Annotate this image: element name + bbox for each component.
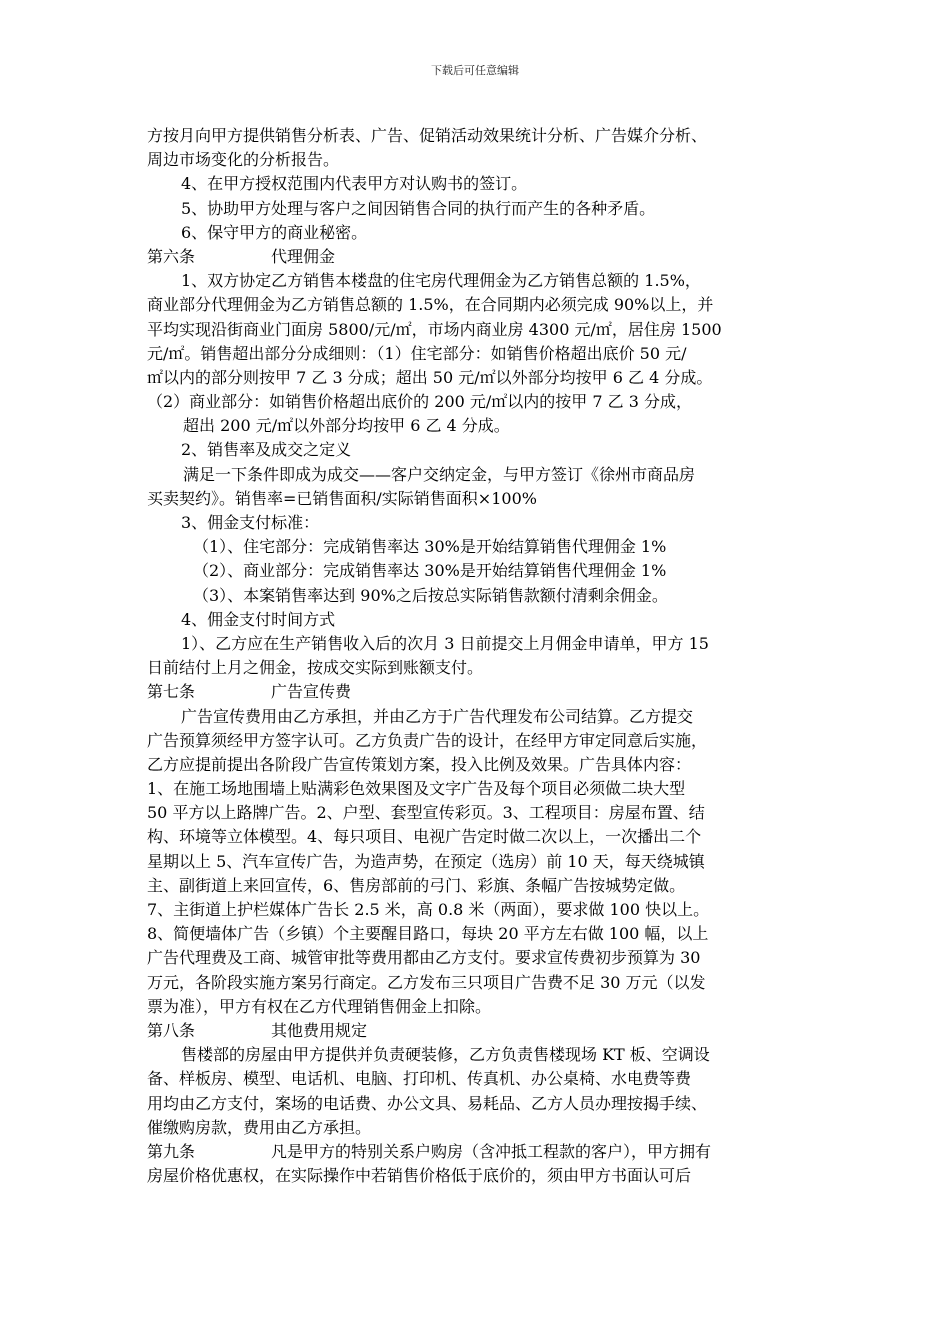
text-line: 6、保守甲方的商业秘密。 (181, 222, 368, 242)
text-line: 8、简便墙体广告（乡镇）个主要醒目路口，每块 20 平方左右做 100 幅，以上 (147, 924, 709, 944)
text-line: 3、佣金支付标准： (181, 513, 320, 532)
article-number: 第六条 (147, 246, 196, 266)
text-line: 满足一下条件即成为成交——客户交纳定金，与甲方签订《徐州市商品房 (183, 464, 696, 484)
text-line: 超出 200 元/㎡以外部分均按甲 6 乙 4 分成。 (183, 416, 510, 436)
text-line: 广告预算须经甲方签字认可。乙方负责广告的设计，在经甲方审定同意后实施， (147, 730, 708, 750)
text-line: （3）、本案销售率达到 90%之后按总实际销售款额付清剩余佣金。 (193, 585, 668, 605)
text-line: 1、双方协定乙方销售本楼盘的住宅房代理佣金为乙方销售总额的 1.5%， (181, 271, 701, 291)
text-line: 售楼部的房屋由甲方提供并负责硬装修，乙方负责售楼现场 KT 板、空调设 (181, 1045, 710, 1065)
article-heading-6 (147, 245, 813, 269)
text-line: （2）商业部分：如销售价格超出底价的 200 元/㎡以内的按甲 7 乙 3 分成， (147, 392, 692, 412)
text-line: 催缴购房款，费用由乙方承担。 (147, 1117, 372, 1137)
text-line: 商业部分代理佣金为乙方销售总额的 1.5%，在合同期内必须完成 90%以上，并 (147, 295, 714, 315)
text-line: 周边市场变化的分析报告。 (147, 150, 340, 170)
page-header: 下载后可任意编辑 (431, 64, 519, 77)
article-heading-7 (147, 680, 813, 704)
text-line: （1）、住宅部分：完成销售率达 30%是开始结算销售代理佣金 1% (193, 537, 667, 557)
text-line: 5、协助甲方处理与客户之间因销售合同的执行而产生的各种矛盾。 (181, 198, 656, 218)
article-heading-9 (147, 1140, 813, 1164)
text-line: 广告宣传费用由乙方承担，并由乙方于广告代理发布公司结算。乙方提交 (181, 706, 694, 726)
text-line: 房屋价格优惠权，在实际操作中若销售价格低于底价的，须由甲方书面认可后 (147, 1166, 692, 1186)
article-number: 第八条 (147, 1020, 196, 1040)
article-title: 广告宣传费 (271, 682, 352, 702)
text-line: 1、在施工场地围墙上贴满彩色效果图及文字广告及每个项目必须做二块大型 (147, 779, 686, 799)
article-text: 凡是甲方的特别关系户购房（含冲抵工程款的客户），甲方拥有 (271, 1141, 712, 1161)
article-title: 代理佣金 (271, 246, 336, 266)
text-line: （2）、商业部分：完成销售率达 30%是开始结算销售代理佣金 1% (193, 561, 667, 581)
text-line: 7、主街道上护栏媒体广告长 2.5 米，高 0.8 米（两面），要求做 100 快以上。 (147, 900, 710, 919)
document-body (147, 124, 813, 1188)
text-line: 4、在甲方授权范围内代表甲方对认购书的签订。 (181, 174, 528, 194)
text-line: 乙方应提前提出各阶段广告宣传策划方案，投入比例及效果。广告具体内容： (147, 754, 692, 774)
text-line: 万元，各阶段实施方案另行商定。乙方发布三只项目广告费不足 30 万元（以发 (147, 972, 706, 992)
text-line: 2、销售率及成交之定义 (181, 440, 352, 460)
text-line: 4、佣金支付时间方式 (181, 609, 336, 629)
text-line: 50 平方以上路牌广告。2、户型、套型宣传彩页。3、工程项目：房屋布置、结 (147, 803, 705, 823)
text-line: 1）、乙方应在生产销售收入后的次月 3 日前提交上月佣金申请单，甲方 15 (181, 633, 709, 653)
text-line: 日前结付上月之佣金，按成交实际到账额支付。 (147, 658, 484, 678)
article-number: 第九条 (147, 1141, 196, 1161)
text-line: ㎡以内的部分则按甲 7 乙 3 分成；超出 50 元/㎡以外部分均按甲 6 乙 4 分成。 (147, 367, 713, 387)
text-line: 方按月向甲方提供销售分析表、广告、促销活动效果统计分析、广告媒介分析、 (147, 126, 708, 145)
article-number: 第七条 (147, 682, 196, 702)
text-line: 用均由乙方支付，案场的电话费、办公文具、易耗品、乙方人员办理按揭手续、 (147, 1093, 708, 1113)
text-line: 元/㎡。销售超出部分分成细则：（1）住宅部分：如销售价格超出底价 50 元/ (147, 343, 687, 363)
text-line: 星期以上 5、汽车宣传广告，为造声势，在预定（选房）前 10 天，每天绕城镇 (147, 851, 705, 871)
article-heading-8 (147, 1019, 813, 1043)
text-line: 买卖契约》。销售率=已销售面积/实际销售面积×100% (147, 488, 537, 508)
article-title: 其他费用规定 (271, 1020, 368, 1040)
text-line: 主、副街道上来回宣传，6、售房部前的弓门、彩旗、条幅广告按城势定做。 (147, 875, 686, 895)
text-line: 广告代理费及工商、城管审批等费用都由乙方支付。要求宣传费初步预算为 30 (147, 948, 701, 968)
text-line: 平均实现沿街商业门面房 5800/元/㎡，市场内商业房 4300 元/㎡，居住房 1500 (147, 319, 722, 339)
text-line: 票为准），甲方有权在乙方代理销售佣金上扣除。 (147, 996, 492, 1016)
text-line: 备、样板房、模型、电话机、电脑、打印机、传真机、办公桌椅、水电费等费 (147, 1069, 692, 1089)
text-line: 构、环境等立体模型。4、每只项目、电视广告定时做二次以上，一次播出二个 (147, 827, 702, 847)
